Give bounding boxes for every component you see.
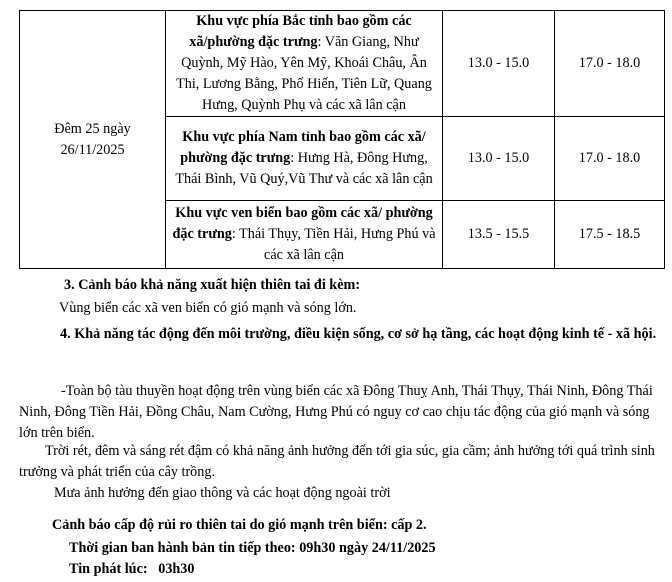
issued-value: 03h30 (158, 561, 195, 577)
period-line-2: 26/11/2025 (60, 141, 125, 158)
region-cell (166, 11, 443, 117)
issued-label: Tin phát lúc: (69, 561, 148, 577)
temp-min-cell: 13.5 - 15.5 (443, 201, 555, 269)
forecast-table (19, 10, 665, 269)
temp-min-cell: 13.0 - 15.0 (443, 117, 555, 201)
region-rest: : Hưng Hà, Đông Hưng, Thái Bình, Vũ Quý,Vũ Thư và các xã lân cận (175, 150, 433, 187)
table-row (20, 11, 665, 117)
section-3-heading: 3. Cảnh báo khả năng xuất hiện thiên tai đi kèm: (64, 277, 361, 293)
period-cell (20, 11, 166, 269)
temp-max-cell: 17.5 - 18.5 (555, 201, 665, 269)
temp-min-cell: 13.0 - 15.0 (443, 11, 555, 117)
region-cell (166, 201, 443, 269)
issued-time (69, 559, 660, 580)
impact-paragraph-2: Trời rét, đêm và sáng rét đậm có khả năng ảnh hưởng đến tới gia súc, gia cầm; ảnh hưởng tới quá trình sinh trưởng và phát triển của cây trồng. (19, 443, 655, 480)
temp-max-cell: 17.0 - 18.0 (555, 117, 665, 201)
risk-level-warning: Cảnh báo cấp độ rủi ro thiên tai do gió mạnh trên biển: cấp 2. (52, 517, 427, 533)
section-4-heading: 4. Khả năng tác động đến môi trường, điều kiện sống, cơ sở hạ tầng, các hoạt động kinh tế - xã hội. (60, 326, 657, 342)
region-cell (166, 117, 443, 201)
region-rest: : Thái Thụy, Tiền Hải, Hưng Phú và các xã lân cận (231, 226, 436, 263)
period-line-1: Đêm 25 ngày (54, 120, 131, 137)
next-bulletin-time: Thời gian ban hành bản tin tiếp theo: 09h30 ngày 24/11/2025 (69, 540, 436, 556)
region-bold: Khu vực ven biển bao gồm các xã/ phường đặc trưng (172, 205, 433, 242)
region-rest: : Văn Giang, Như Quỳnh, Mỹ Hào, Yên Mỹ, Khoái Châu, Ân Thi, Lương Bằng, Phố Hiến, Tiên Lữ, Quang Hưng, Quỳnh Phụ và các xã lân cận (176, 34, 432, 113)
impact-paragraph-1: -Toàn bộ tàu thuyền hoạt động trên vùng biển các xã Đông Thuỵ Anh, Thái Thụy, Thái Ninh, Đông Thái Ninh, Đông Tiền Hải, Đồng Châu, Nam Cường, Hưng Phú có nguy cơ cao chịu tác động của gió mạnh và sóng lớn trên biển. (19, 383, 653, 441)
region-bold: Khu vực phía Nam tỉnh bao gồm các xã/ phường đặc trưng (180, 129, 426, 166)
region-bold: Khu vực phía Bắc tỉnh bao gồm các xã/phường đặc trưng (189, 13, 412, 50)
temp-max-cell: 17.0 - 18.0 (555, 11, 665, 117)
section-3-body: Vùng biển các xã ven biển có gió mạnh và sóng lớn. (59, 300, 357, 316)
impact-paragraph-3: Mưa ảnh hưởng đến giao thông và các hoạt động ngoài trời (54, 485, 391, 501)
